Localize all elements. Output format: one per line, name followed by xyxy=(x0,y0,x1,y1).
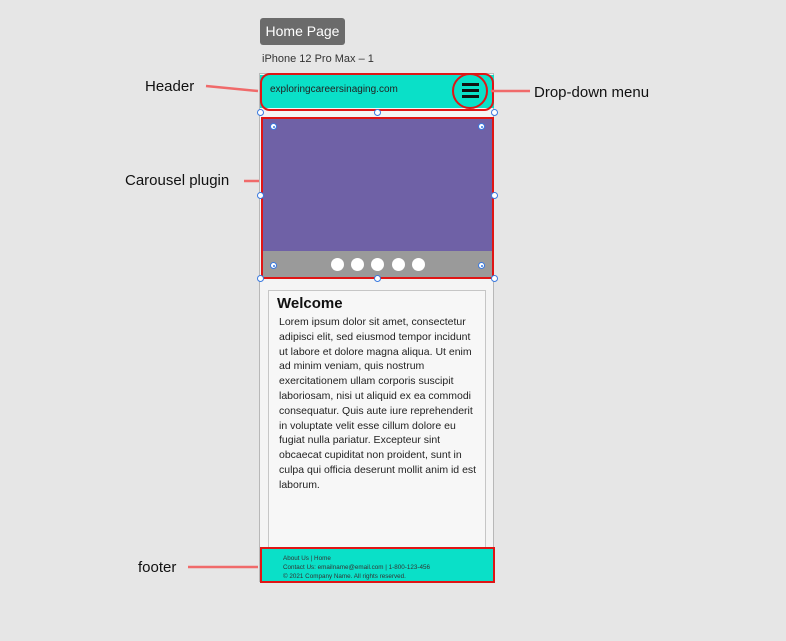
frame-name[interactable]: iPhone 12 Pro Max – 1 xyxy=(262,53,374,65)
header-leader-line xyxy=(206,86,258,91)
header-url: exploringcareersinaging.com xyxy=(270,84,398,95)
footer-copyright: © 2021 Company Name. All rights reserved. xyxy=(283,573,406,580)
dropdown-annotation-label: Drop-down menu xyxy=(534,84,650,101)
footer-links[interactable]: About Us | Home xyxy=(283,555,331,562)
header-annotation-label: Header xyxy=(145,78,195,95)
footer-contact: Contact Us: emailname@email.com | 1-800-123-456 xyxy=(283,564,430,571)
welcome-body: Lorem ipsum dolor sit amet, consectetur adipisci elit, sed eiusmod tempor incidunt ut labore et dolore magna aliqua. Ut enim ad minim veniam, quis nostrum exercitationem ullam corporis suscipit laboriosam, nisi ut aliquid ex ea commodi consequatur. Quis aute iure reprehenderit in voluptate velit esse cillum dolore eu fugiat nulla pariatur. Excepteur sint obcaecat cupiditat non proident, sunt in culpa qui officia deserunt mollit anim id est laborum. xyxy=(279,316,477,491)
carousel-annotation-label: Carousel plugin xyxy=(125,172,230,189)
page-tag[interactable]: Home Page xyxy=(260,18,345,45)
welcome-title: Welcome xyxy=(277,295,343,312)
footer-annotation-label: footer xyxy=(138,559,177,576)
